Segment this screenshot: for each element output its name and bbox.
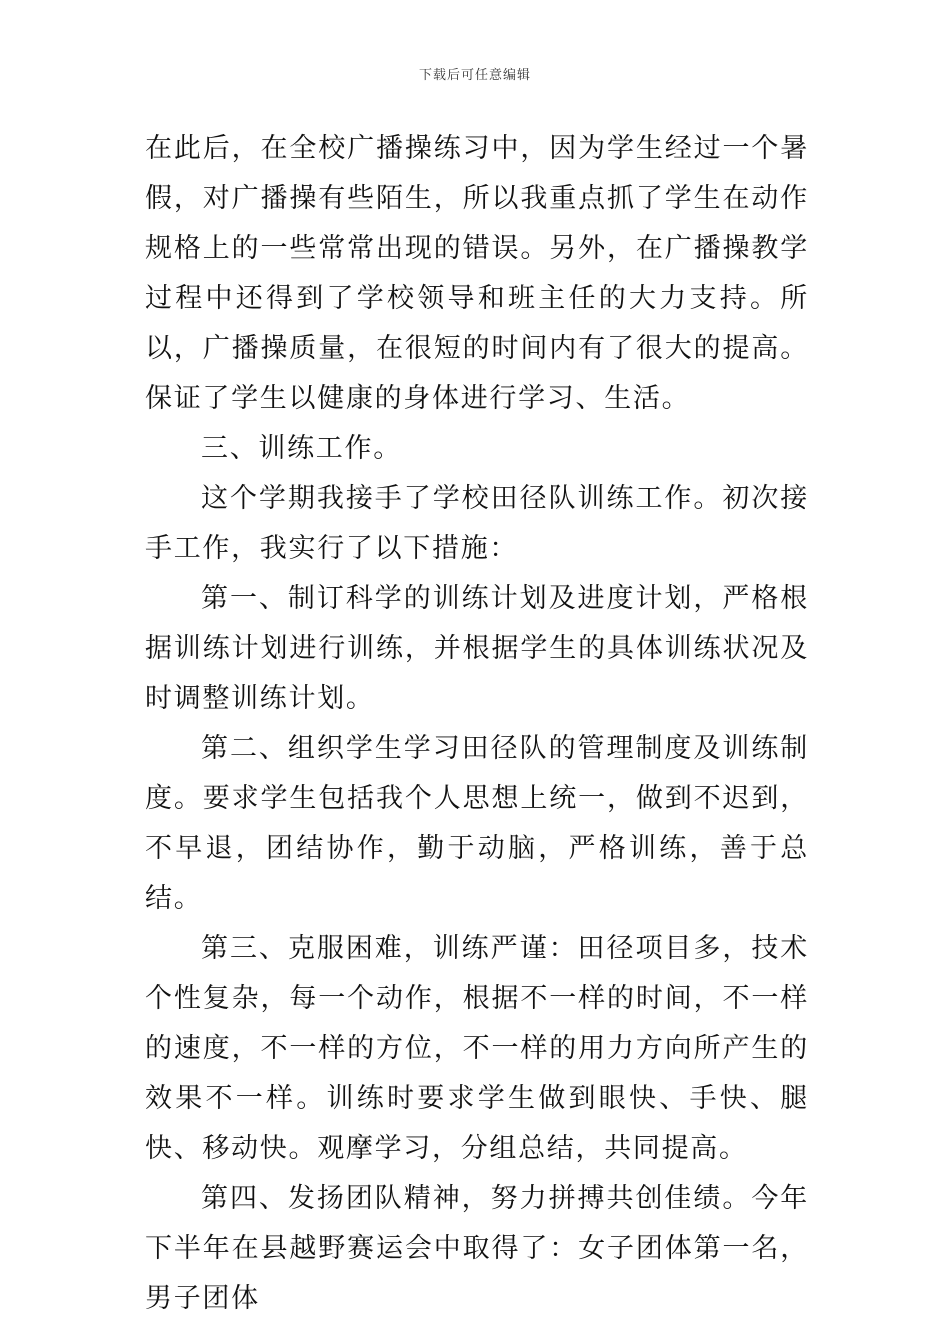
section-heading-training: 三、训练工作。 [201, 433, 402, 464]
document-body [145, 124, 809, 1324]
page-header: 下载后可任意编辑 [418, 68, 531, 83]
paragraph-measure-three: 第三、克服困难，训练严谨：田径项目多，技术个性复杂，每一个动作，根据不一样的时间，不一样的速度，不一样的方位，不一样的用力方向所产生的效果不一样。训练时要求学生做到眼快、手快、腿快、移动快。观摩学习，分组总结，共同提高。 [145, 933, 809, 1164]
paragraph-measure-four: 第四、发扬团队精神，努力拼搏共创佳绩。今年下半年在县越野赛运会中取得了：女子团体第一名，男子团体 [145, 1183, 809, 1314]
paragraph-training-intro: 这个学期我接手了学校田径队训练工作。初次接手工作，我实行了以下措施： [145, 483, 809, 564]
paragraph-measure-one: 第一、制订科学的训练计划及进度计划，严格根据训练计划进行训练，并根据学生的具体训练状况及时调整训练计划。 [145, 583, 809, 714]
paragraph-measure-two: 第二、组织学生学习田径队的管理制度及训练制度。要求学生包括我个人思想上统一，做到不迟到，不早退，团结协作，勤于动脑，严格训练，善于总结。 [145, 733, 809, 914]
paragraph-broadcast-exercise: 在此后，在全校广播操练习中，因为学生经过一个暑假，对广播操有些陌生，所以我重点抓了学生在动作规格上的一些常常出现的错误。另外，在广播操教学过程中还得到了学校领导和班主任的大力支持。所以，广播操质量，在很短的时间内有了很大的提高。保证了学生以健康的身体进行学习、生活。 [145, 133, 809, 414]
